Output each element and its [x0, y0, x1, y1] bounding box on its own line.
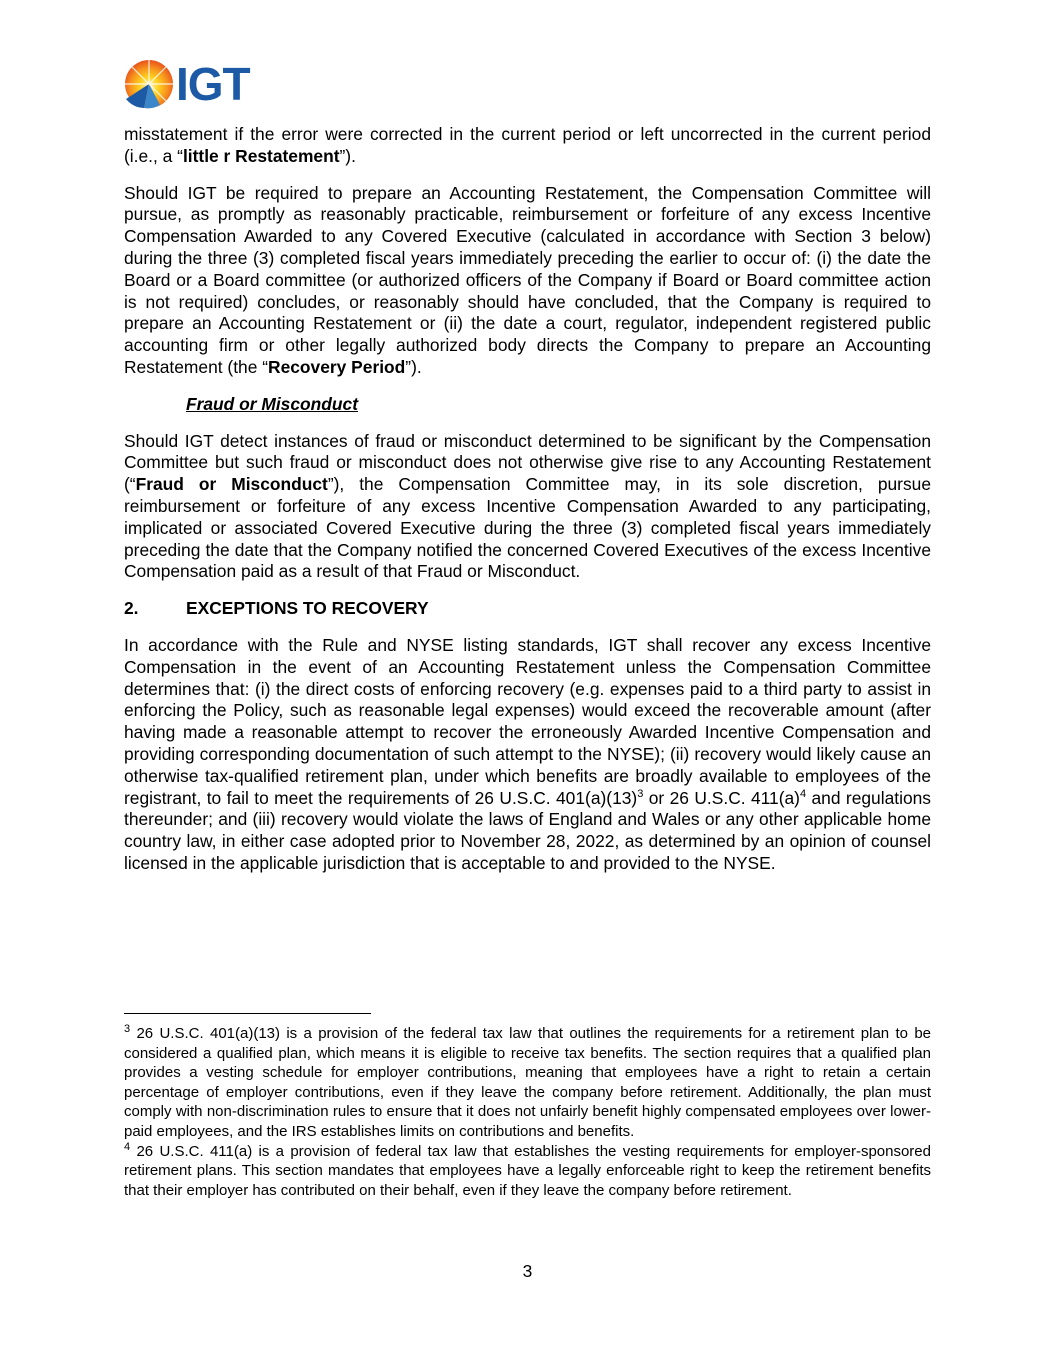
footnote-text: 26 U.S.C. 411(a) is a provision of federal tax law that establishes the vesting requirements for employer-sponsored retirement plans. This section mandates that employees have a legally enforceable right to keep the retirement benefits that their employer has contributed on their behalf, even if they leave the company before retirement.: [124, 1142, 931, 1199]
logo-wordmark: IGT: [176, 58, 250, 110]
footnote-mark: 4: [124, 1140, 131, 1153]
document-body: [124, 124, 931, 875]
paragraph-recovery-period: [124, 183, 931, 379]
footnote-ref: 3: [637, 787, 644, 800]
paragraph-fraud-misconduct: [124, 431, 931, 584]
page-number: 3: [522, 1261, 533, 1281]
footnotes: [124, 1024, 931, 1200]
subheading-fraud-misconduct: Fraud or Misconduct: [186, 393, 358, 414]
footnote-divider: [124, 1013, 371, 1014]
footnote-text: 26 U.S.C. 401(a)(13) is a provision of the federal tax law that outlines the requirements for a retirement plan to be considered a qualified plan, which means it is eligible to receive tax benefits. The section requires that a qualified plan provides a vesting schedule for employer contributions, meaning that employees have a right to retain a certain percentage of employer contributions, even if they leave the company before retirement. Additionally, the plan must comply with non-discrimination rules to ensure that it does not unfairly benefit highly compensated employees over lower-paid employees, and the IRS establishes limits on contributions and benefits.: [124, 1025, 931, 1140]
text: Should IGT detect instances of fraud or misconduct determined to be significant by the Compensation Committee but such fraud or misconduct does not otherwise give rise to any Accounting Restatement (“: [124, 430, 931, 495]
text: ”), the Compensation Committee may, in its sole discretion, pursue reimbursement or forfeiture of any excess Incentive Compensation Awarded to any participating, implicated or associated Covered Executive during the three (3) completed fiscal years immediately preceding the date that the Company notified the concerned Covered Executives of the excess Incentive Compensation paid as a result of that Fraud or Misconduct.: [124, 474, 931, 582]
footnote-mark: 3: [124, 1023, 131, 1035]
footnote: [124, 1142, 931, 1201]
text: misstatement if the error were corrected in the current period or left uncorrected in the current period (i.e., a “: [124, 124, 931, 166]
text: ”).: [405, 356, 422, 377]
section-title: EXCEPTIONS TO RECOVERY: [186, 598, 429, 619]
sunburst-logo-icon: [124, 59, 174, 109]
text: or 26 U.S.C. 411(a): [643, 787, 800, 808]
paragraph-exceptions: [124, 635, 931, 875]
text: and regulations thereunder; and (iii) recovery would violate the laws of England and Wales or any other applicable home country law, in either case adopted prior to November 28, 2022, as determined by an opinion of counsel licensed in the applicable jurisdiction that is acceptable to and provided to the NYSE.: [124, 787, 931, 873]
defined-term: Recovery Period: [268, 356, 406, 377]
section-heading: [124, 598, 931, 620]
paragraph-little-r: [124, 124, 931, 168]
footnote: [124, 1024, 931, 1142]
section-number: 2.: [124, 598, 139, 619]
defined-term: Fraud or Misconduct: [135, 474, 328, 495]
footnote-ref: 4: [799, 787, 807, 800]
text: In accordance with the Rule and NYSE listing standards, IGT shall recover any excess Incentive Compensation in the event of an Accounting Restatement unless the Compensation Committee determines that: (i) the direct costs of enforcing recovery (e.g. expenses paid to a third party to assist in enforcing the Policy, such as reasonable legal expenses) would exceed the recoverable amount (after having made a reasonable attempt to recover the erroneously Awarded Incentive Compensation and providing corresponding documentation of such attempt to the NYSE); (ii) recovery would likely cause an otherwise tax-qualified retirement plan, under which benefits are broadly available to employees of the registrant, to fail to meet the requirements of 26 U.S.C. 401(a)(13): [124, 634, 931, 808]
company-logo: [124, 59, 250, 109]
defined-term: little r Restatement: [182, 145, 340, 166]
text: Should IGT be required to prepare an Accounting Restatement, the Compensation Committee will pursue, as promptly as reasonably practicable, reimbursement or forfeiture of any excess Incentive Compensation Awarded to any Covered Executive (calculated in accordance with Section 3 below) during the three (3) completed fiscal years immediately preceding the earlier to occur of: (i) the date the Board or a Board committee (or authorized officers of the Company if Board or Board committee action is not required) concludes, or reasonably should have concluded, that the Company is required to prepare an Accounting Restatement or (ii) the date a court, regulator, independent registered public accounting firm or other legally authorized body directs the Company to prepare an Accounting Restatement (the “: [124, 182, 931, 377]
text: ”).: [339, 145, 356, 166]
